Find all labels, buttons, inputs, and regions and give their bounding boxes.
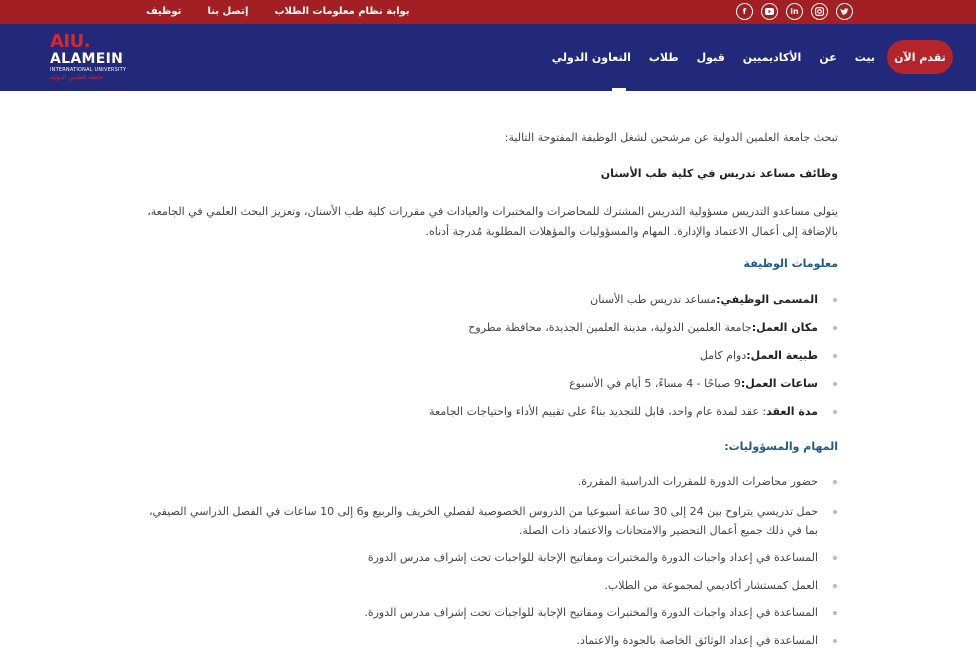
- info-label: ساعات العمل:: [740, 377, 818, 390]
- facebook-icon[interactable]: f: [736, 3, 753, 20]
- list-item: المساعدة في إعداد واجبات الدورة والمختبرات ومفاتيح الإجابة للواجبات تحت إشراف مدرس الدورة: [140, 548, 838, 567]
- active-nav-indicator: [612, 88, 626, 91]
- info-label: المسمى الوظيفي:: [716, 293, 818, 306]
- nav-item-international[interactable]: التعاون الدولي: [551, 51, 631, 64]
- list-item: [429, 292, 838, 320]
- twitter-icon[interactable]: [836, 3, 853, 20]
- info-value: مساعد تدريس طب الأسنان: [590, 293, 717, 306]
- top-link-careers[interactable]: توظيف: [146, 6, 182, 17]
- list-item: حضور محاضرات الدورة للمقررات الدراسية المقررة.: [140, 472, 838, 491]
- info-label: مكان العمل:: [751, 321, 818, 334]
- apply-now-button[interactable]: تقدم الآن: [887, 40, 953, 74]
- info-value: جامعة العلمين الدولية، مدينة العلمين الجديدة، محافظة مطروح: [468, 321, 752, 334]
- info-label: طبيعة العمل:: [746, 349, 818, 362]
- info-label: مدة العقد: [766, 405, 818, 418]
- nav-item-academics[interactable]: الأكاديميين: [742, 51, 802, 64]
- duties-heading: المهام والمسؤوليات:: [724, 440, 838, 453]
- list-item: المساعدة في إعداد الوثائق الخاصة بالجودة والاعتماد.: [140, 631, 838, 650]
- list-item: [429, 376, 838, 404]
- list-item: [429, 404, 838, 432]
- logo-subtitle: INTERNATIONAL UNIVERSITY: [50, 67, 127, 73]
- logo-arabic: جامعة العلمين الدولية: [50, 74, 104, 81]
- instagram-icon[interactable]: [811, 3, 828, 20]
- logo-mark: AIU.: [50, 31, 91, 52]
- job-summary: يتولى مساعدو التدريس مسؤولية التدريس المشترك للمحاضرات والمختبرات والعيادات في مقررات كلية طب الأسنان، وتعزيز البحث العلمي في الجامعة، بالإضافة إلى أعمال الاعتماد والإدارة. المهام والمسؤوليات والمؤهلات المطلوبة مُدرجة أدناه.: [147, 205, 838, 238]
- list-item: المساعدة في إعداد واجبات الدورة والمختبرات ومفاتيح الإجابة للواجبات تحت إشراف مدرس الدورة.: [140, 603, 838, 622]
- list-item: العمل كمستشار أكاديمي لمجموعة من الطلاب.: [140, 576, 838, 595]
- main-navbar: [0, 24, 976, 91]
- nav-item-students[interactable]: طلاب: [648, 51, 679, 64]
- list-item: حمل تدريسي يتراوح بين 24 إلى 30 ساعة أسبوعيا من الدروس الخصوصية لفصلي الخريف والربيع و6 إلى 10 ساعات في الفصل الدراسي الصيفي، بما في ذلك جميع أعمال التحضير والامتحانات والاعتماد ذات الصلة.: [140, 502, 838, 540]
- job-info-list: [429, 292, 838, 432]
- job-title: وظائف مساعد تدريس في كلية طب الأسنان: [600, 167, 838, 180]
- list-item: [429, 320, 838, 348]
- top-links: [146, 4, 410, 20]
- main-nav: [551, 24, 875, 91]
- nav-item-admission[interactable]: قبول: [696, 51, 725, 64]
- info-value: 9 صباحًا - 4 مساءً، 5 أيام في الأسبوع: [569, 377, 741, 390]
- social-icons: [736, 3, 853, 20]
- intro-text: تبحث جامعة العلمين الدولية عن مرشحين لشغل الوظيفة المفتوحة التالية:: [504, 131, 838, 144]
- duties-list: [140, 472, 838, 650]
- university-logo[interactable]: [50, 33, 130, 87]
- linkedin-icon[interactable]: in: [786, 3, 803, 20]
- nav-item-home[interactable]: بيت: [854, 51, 875, 64]
- top-link-student-portal[interactable]: بوابة نظام معلومات الطلاب: [274, 6, 410, 17]
- info-value: دوام كامل: [699, 349, 747, 362]
- logo-name: ALAMEIN: [50, 51, 124, 67]
- info-value: : عقد لمدة عام واحد، قابل للتجديد بناءً على تقييم الأداء واحتياجات الجامعة: [429, 405, 767, 418]
- list-item: [429, 348, 838, 376]
- top-link-contact[interactable]: إتصل بنا: [207, 6, 249, 17]
- nav-item-about[interactable]: عن: [819, 51, 837, 64]
- info-heading: معلومات الوظيفة: [743, 257, 838, 270]
- youtube-icon[interactable]: [761, 3, 778, 20]
- top-bar: [0, 0, 976, 24]
